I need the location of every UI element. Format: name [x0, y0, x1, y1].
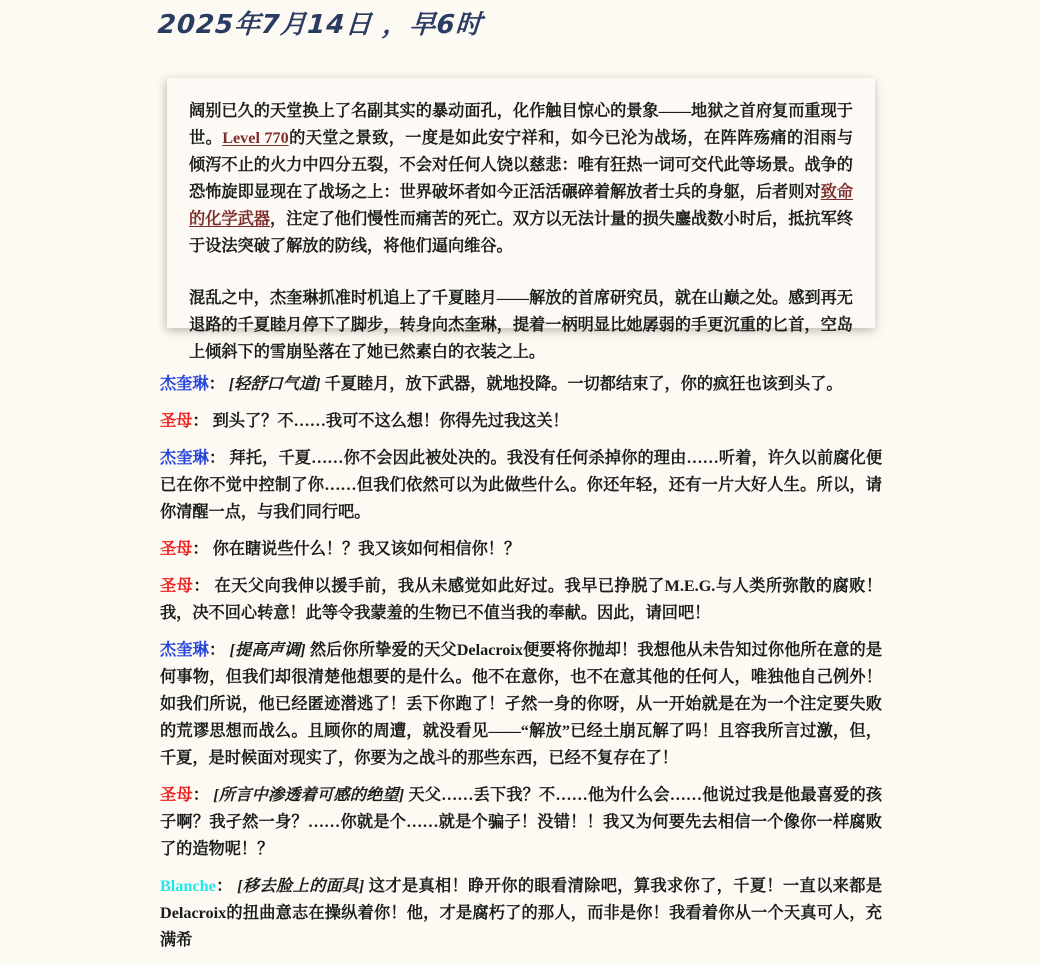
dialogue-text: 拜托，千夏……你不会因此被处决的。我没有任何杀掉你的理由……听着，许久以前腐化便已在你不觉中控制了你……但我们依然可以为此做些什么。你还年轻，还有一片大好人生。所以，请你清醒一点，与我们同行吧。 [160, 449, 883, 521]
dialogue-colon: ： [192, 786, 210, 804]
page-title: 2025年7月14日 ，早6时 [156, 10, 484, 40]
dialogue-colon: ： [208, 375, 225, 393]
dialogue-line [160, 637, 882, 772]
dialogue-text: 千夏睦月，放下武器，就地投降。一切都结束了，你的疯狂也该到头了。 [320, 375, 843, 393]
dialogue-line [160, 445, 882, 526]
dialogue-text: 这才是真相！睁开你的眼看清除吧，算我求你了，千夏！一直以来都是Delacroix的扭曲意志在操纵着你！他，才是腐朽了的那人，而非是你！我看着你从一个天真可人，充满希 [160, 877, 883, 949]
dialogue-colon: ： [192, 540, 209, 558]
narration-paragraph-2: 混乱之中，杰奎琳抓准时机追上了千夏睦月——解放的首席研究员，就在山巅之处。感到再无退路的千夏睦月停下了脚步，转身向杰奎琳，提着一柄明显比她孱弱的手更沉重的匕首，空岛上倾斜下的雪崩坠落在了她已然素白的衣装之上。 [189, 289, 853, 361]
dialogue-stage-direction: [所言中渗透着可感的绝望] [209, 786, 405, 804]
dialogue-text: 然后你所挚爱的天父Delacroix便要将你抛却！我想他从未告知过你他所在意的是何事物，但我们却很清楚他想要的是什么。他不在意你，也不在意其他的任何人，唯独他自己例外！如我们所说，他已经匿迹潜逃了！丢下你跑了！孑然一身的你呀，从一开始就是在为一个注定要失败的荒谬思想而战么。且顾你的周遭，就没看见——“解放”已经土崩瓦解了吗！且容我所言过激，但，千夏，是时候面对现实了，你要为之战斗的那些东西，已经不复存在了！ [160, 641, 883, 767]
dialogue-colon: ： [208, 641, 226, 659]
dialogue-speaker-blanche: Blanche [160, 877, 216, 895]
dialogue-colon: ： [215, 877, 233, 895]
dialogue-colon: ： [193, 577, 211, 595]
dialogue-stage-direction: [移去脸上的面具] [232, 877, 365, 895]
dialogue-speaker-jacqueline: 杰奎琳 [160, 641, 209, 659]
dialogue-colon: ： [208, 449, 226, 467]
dialogue-stage-direction: [提高声调] [225, 641, 306, 659]
dialogue-line [160, 536, 882, 563]
narration-segment-3: ，注定了他们慢性而痛苦的死亡。双方以无法计量的损失鏖战数小时后，抵抗军终于设法突破了解放的防线，将他们逼向维谷。 [189, 210, 854, 255]
dialogue-line [160, 371, 882, 398]
dialogue-line [160, 782, 882, 863]
narration-card [167, 78, 875, 361]
dialogue-line [160, 408, 882, 435]
dialogue-speaker-jacqueline: 杰奎琳 [160, 375, 209, 393]
link-lethal-chemical-weapon[interactable]: 致命的化学武器 [189, 183, 854, 228]
dialogue-line [160, 873, 882, 954]
narration-segment-1: 阔别已久的天堂换上了名副其实的暴动面孔，化作触目惊心的景象——地狱之首府复而重现于世。 [189, 102, 853, 147]
dialogue-colon: ： [192, 412, 209, 430]
dialogue-line [160, 573, 882, 627]
dialogue-stage-direction: [轻舒口气道] [224, 375, 321, 393]
dialogue-speaker-holymother: 圣母 [160, 412, 193, 430]
dialogue-list [160, 371, 882, 964]
dialogue-text: 到头了？不……我可不这么想！你得先过我这关！ [208, 412, 569, 430]
dialogue-text: 天父……丢下我？不……他为什么会……他说过我是他最喜爱的孩子啊？我孑然一身？……你就是个……就是个骗子！没错！！我又为何要先去相信一个像你一样腐败了的造物呢！？ [160, 786, 883, 858]
link-level-770[interactable]: Level 770 [222, 129, 289, 147]
narration-paragraph-1 [189, 98, 853, 260]
dialogue-speaker-jacqueline: 杰奎琳 [160, 449, 209, 467]
dialogue-text: 在天父向我伸以援手前，我从未感觉如此好过。我早已挣脱了M.E.G.与人类所弥散的腐败！我，决不回心转意！此等令我蒙羞的生物已不值当我的奉献。因此，请回吧！ [160, 577, 883, 622]
narration-segment-2: 的天堂之景致，一度是如此安宁祥和，如今已沦为战场，在阵阵殇痛的泪雨与倾泻不止的火力中四分五裂，不会对任何人饶以慈悲：唯有狂热一词可交代此等场景。战争的恐怖旋即显现在了战场之上：世界破坏者如今正活活碾碎着解放者士兵的身躯，后者则对 [189, 129, 854, 201]
dialogue-speaker-holymother: 圣母 [160, 540, 193, 558]
dialogue-speaker-holymother: 圣母 [160, 786, 193, 804]
dialogue-speaker-holymother: 圣母 [160, 577, 194, 595]
dialogue-text: 你在瞎说些什么！？我又该如何相信你！？ [208, 540, 521, 558]
